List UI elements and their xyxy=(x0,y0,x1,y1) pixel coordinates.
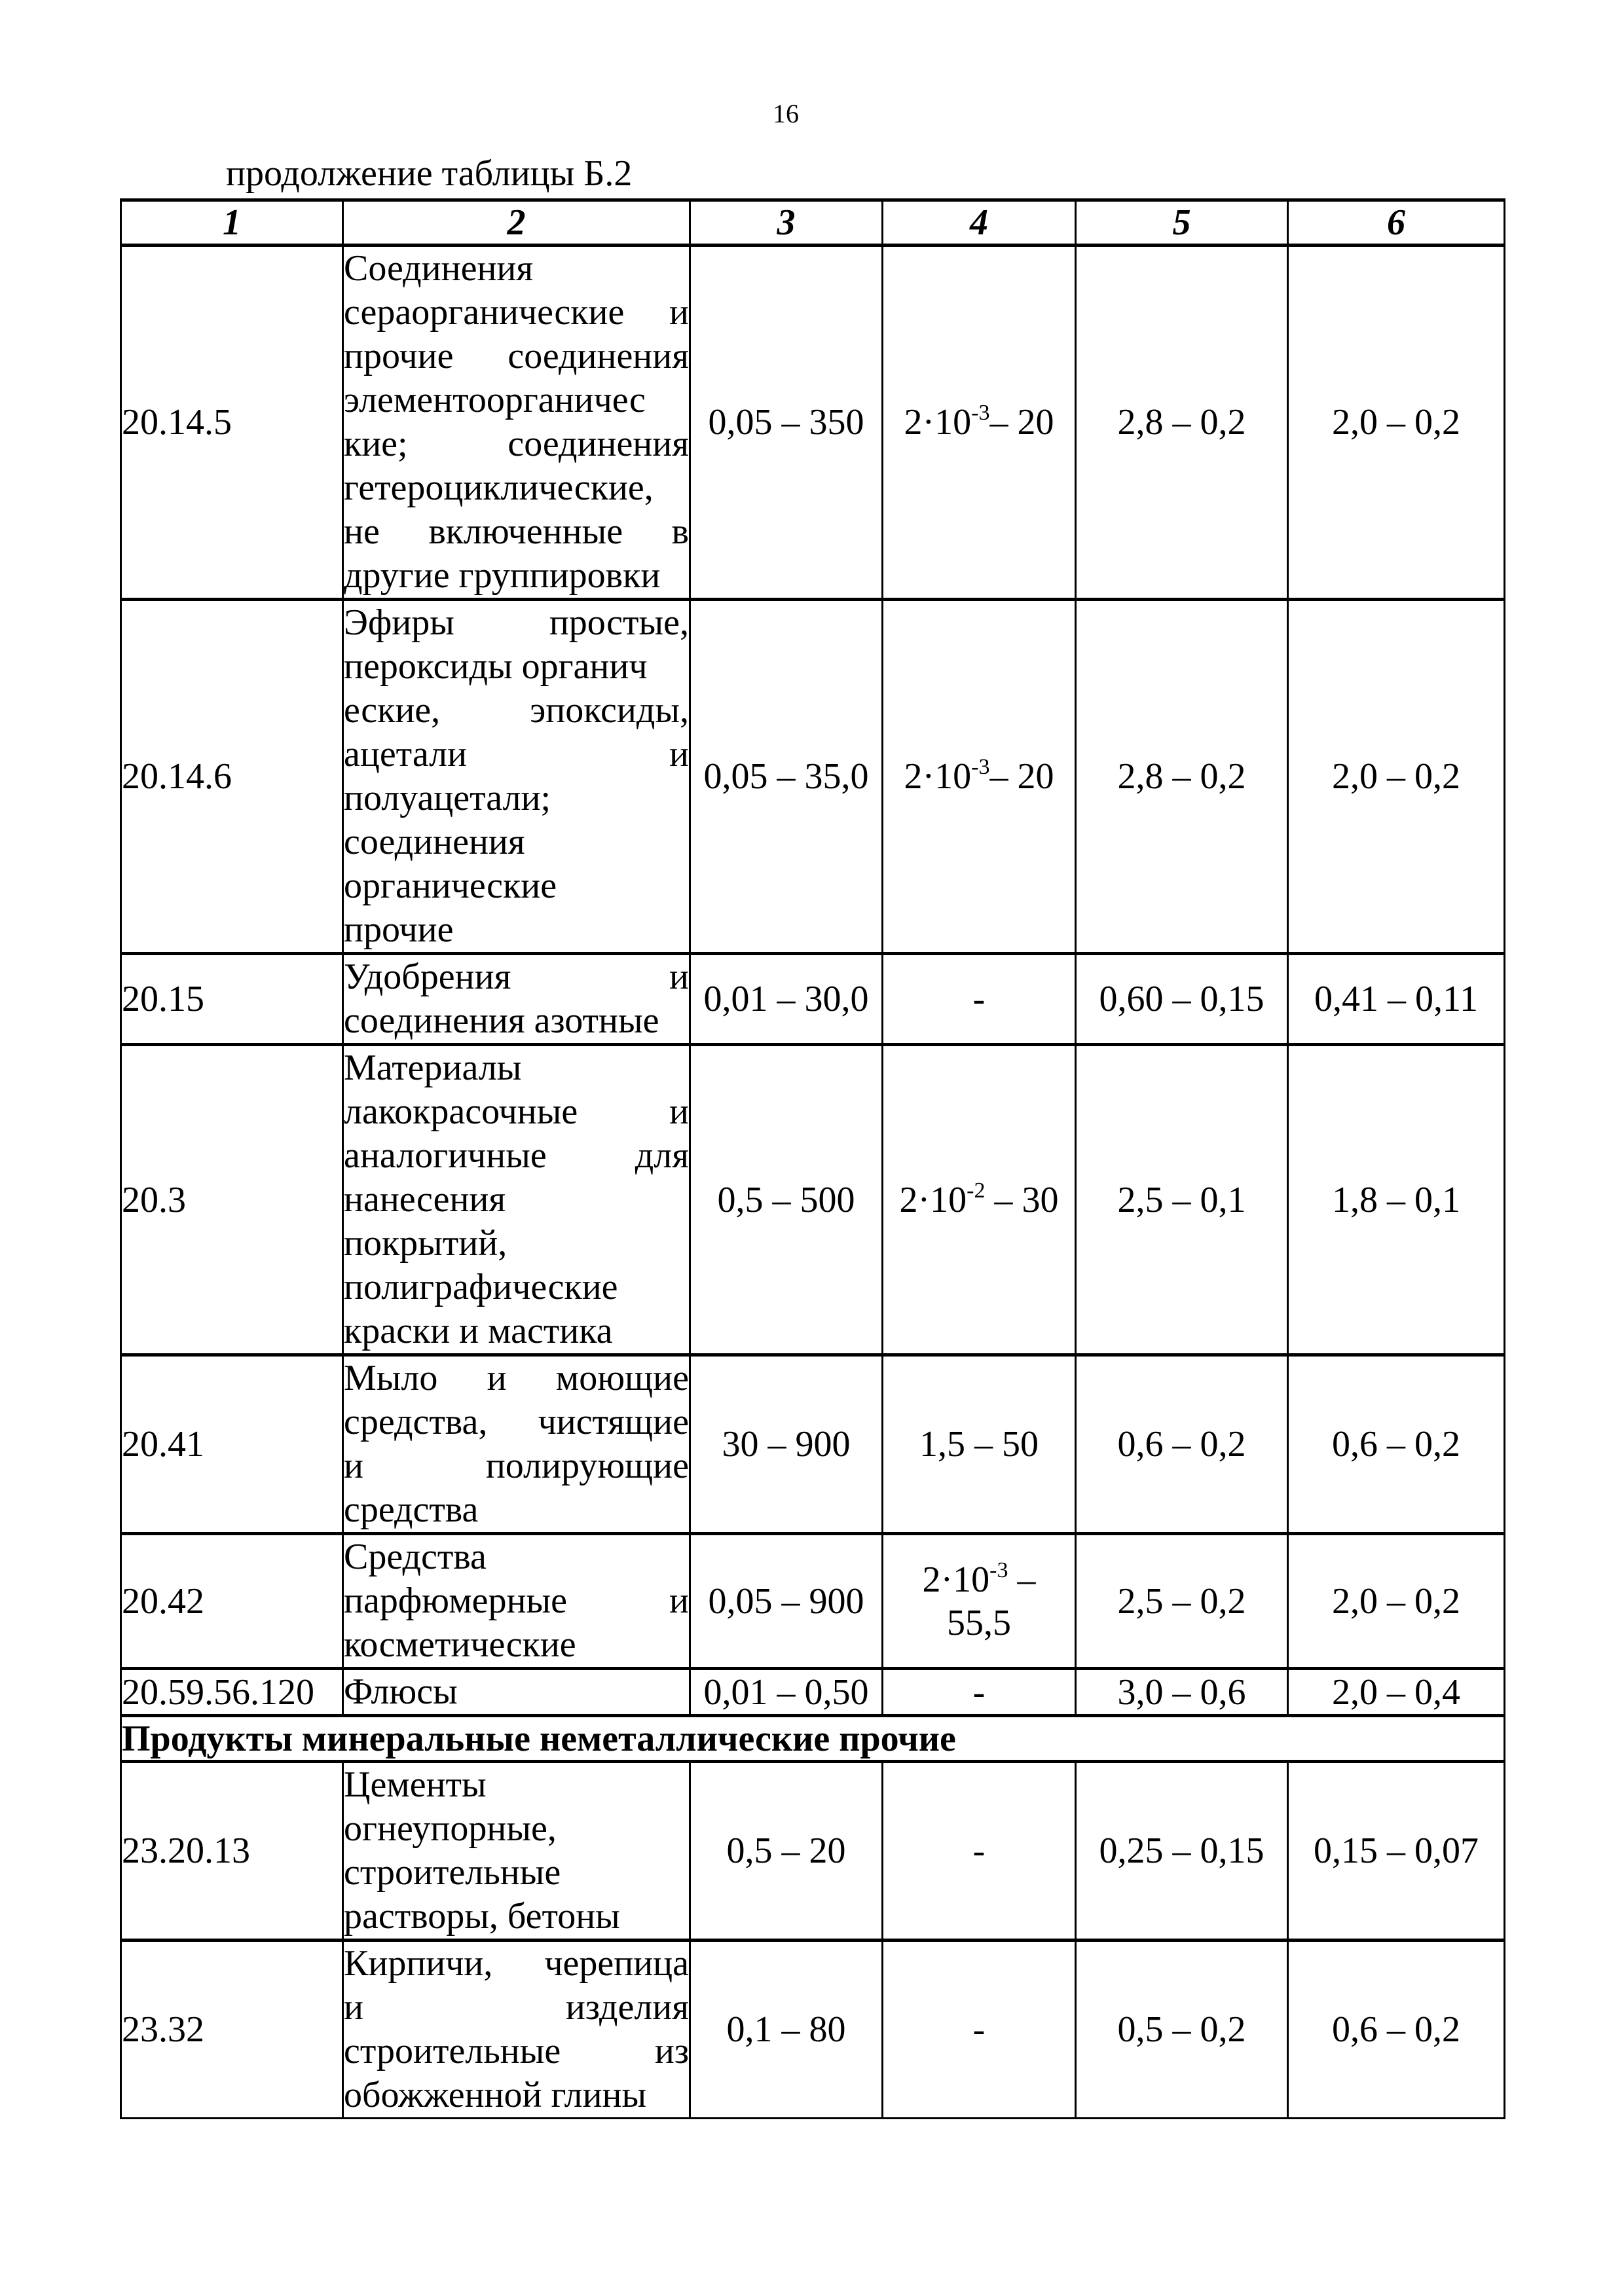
name-line: Мыло и моющие xyxy=(344,1358,689,1398)
name-line: растворы, бетоны xyxy=(344,1896,620,1937)
col4-cell: - xyxy=(883,1941,1076,2119)
code-cell: 23.20.13 xyxy=(121,1762,343,1941)
col6-cell: 2,0 – 0,2 xyxy=(1288,246,1505,600)
name-line: Флюсы xyxy=(344,1671,458,1712)
name-line: Удобрения и xyxy=(344,957,689,997)
col6-cell: 2,0 – 0,4 xyxy=(1288,1669,1505,1716)
table-row xyxy=(121,246,1505,600)
col4-cell: - xyxy=(883,1762,1076,1941)
header-col-3: 3 xyxy=(690,200,883,246)
name-line: еские, эпоксиды, xyxy=(344,690,689,731)
name-cell xyxy=(343,1534,690,1669)
header-col-6: 6 xyxy=(1288,200,1505,246)
code-cell: 20.15 xyxy=(121,954,343,1045)
col5-cell: 2,5 – 0,2 xyxy=(1076,1534,1288,1669)
col3-cell: 0,01 – 30,0 xyxy=(690,954,883,1045)
code-cell: 20.14.6 xyxy=(121,600,343,954)
col4-cell: 1,5 – 50 xyxy=(883,1355,1076,1534)
col4-cell: $2\cdot 10^{-3}$ – 55,5 xyxy=(883,1534,1076,1669)
name-line: кие; соединения xyxy=(344,424,689,464)
name-line: краски и мастика xyxy=(344,1311,613,1351)
col3-cell: 30 – 900 xyxy=(690,1355,883,1534)
name-cell xyxy=(343,1669,690,1716)
name-cell xyxy=(343,1045,690,1355)
section-row xyxy=(121,1716,1505,1762)
name-line: строительные из xyxy=(344,2031,689,2071)
name-line: обожженной глины xyxy=(344,2075,647,2115)
col3-cell: 0,5 – 500 xyxy=(690,1045,883,1355)
name-line: прочие xyxy=(344,909,454,950)
name-line: органические xyxy=(344,866,557,906)
name-line: соединения азотные xyxy=(344,1000,659,1041)
col4-cell: $2\cdot 10^{-3}-$ 20 xyxy=(883,246,1076,600)
header-row xyxy=(121,200,1505,246)
col5-cell: 2,8 – 0,2 xyxy=(1076,246,1288,600)
col5-cell: 3,0 – 0,6 xyxy=(1076,1669,1288,1716)
table-caption: продолжение таблицы Б.2 xyxy=(226,153,633,194)
page-number: 16 xyxy=(773,99,799,128)
name-line: другие группировки xyxy=(344,555,661,596)
table-row xyxy=(121,1941,1505,2119)
name-cell xyxy=(343,246,690,600)
header-col-1: 1 xyxy=(121,200,343,246)
col4-cell: $2\cdot 10^{-2} - 30$ xyxy=(883,1045,1076,1355)
name-line: средства, чистящие xyxy=(344,1402,689,1442)
col5-cell: 2,5 – 0,1 xyxy=(1076,1045,1288,1355)
name-line: сераорганические и xyxy=(344,292,689,333)
header-col-2: 2 xyxy=(343,200,690,246)
name-line: Эфиры простые, xyxy=(344,602,689,643)
name-line: огнеупорные, xyxy=(344,1808,557,1849)
name-cell xyxy=(343,1355,690,1534)
col5-cell: 0,6 – 0,2 xyxy=(1076,1355,1288,1534)
col5-cell: 0,60 – 0,15 xyxy=(1076,954,1288,1045)
name-line: соединения xyxy=(344,822,525,862)
code-cell: 20.59.56.120 xyxy=(121,1669,343,1716)
col6-cell: 1,8 – 0,1 xyxy=(1288,1045,1505,1355)
name-line: Соединения xyxy=(344,248,534,289)
name-cell xyxy=(343,954,690,1045)
col6-cell: 0,6 – 0,2 xyxy=(1288,1355,1505,1534)
name-line: и изделия xyxy=(344,1987,689,2028)
col3-cell: 0,5 – 20 xyxy=(690,1762,883,1941)
code-cell: 23.32 xyxy=(121,1941,343,2119)
col3-cell: 0,1 – 80 xyxy=(690,1941,883,2119)
col5-cell: 0,25 – 0,15 xyxy=(1076,1762,1288,1941)
table-row xyxy=(121,1045,1505,1355)
col3-cell: 0,05 – 350 xyxy=(690,246,883,600)
col6-cell: 2,0 – 0,2 xyxy=(1288,1534,1505,1669)
table-row xyxy=(121,600,1505,954)
name-line: полуацетали; xyxy=(344,778,551,818)
col3-cell: 0,05 – 900 xyxy=(690,1534,883,1669)
name-line: средства xyxy=(344,1489,479,1530)
name-line: Цементы xyxy=(344,1764,487,1805)
table-row xyxy=(121,1762,1505,1941)
name-line: аналогичные для xyxy=(344,1135,689,1176)
col6-cell: 0,41 – 0,11 xyxy=(1288,954,1505,1045)
name-line: прочие соединения xyxy=(344,336,689,376)
name-line: косметические xyxy=(344,1624,576,1665)
code-cell: 20.41 xyxy=(121,1355,343,1534)
name-line: строительные xyxy=(344,1852,561,1893)
col4-cell: - xyxy=(883,1669,1076,1716)
code-cell: 20.3 xyxy=(121,1045,343,1355)
name-line: парфюмерные и xyxy=(344,1580,689,1621)
code-cell: 20.14.5 xyxy=(121,246,343,600)
name-line: Средства xyxy=(344,1537,487,1577)
col5-cell: 0,5 – 0,2 xyxy=(1076,1941,1288,2119)
table-row xyxy=(121,1669,1505,1716)
name-line: покрытий, xyxy=(344,1223,507,1264)
name-line: ацетали и xyxy=(344,734,689,774)
table-row xyxy=(121,1355,1505,1534)
col6-cell: 0,15 – 0,07 xyxy=(1288,1762,1505,1941)
name-line: не включенные в xyxy=(344,511,689,552)
name-line: нанесения xyxy=(344,1179,506,1220)
col6-cell: 2,0 – 0,2 xyxy=(1288,600,1505,954)
name-line: и полирующие xyxy=(344,1446,689,1486)
table-row xyxy=(121,1534,1505,1669)
col5-cell: 2,8 – 0,2 xyxy=(1076,600,1288,954)
name-cell xyxy=(343,1762,690,1941)
name-line: элементоорганичес xyxy=(344,380,646,420)
name-line: гетероциклические, xyxy=(344,467,654,508)
header-col-5: 5 xyxy=(1076,200,1288,246)
name-line: пероксиды органич xyxy=(344,646,648,687)
header-col-4: 4 xyxy=(883,200,1076,246)
name-cell xyxy=(343,1941,690,2119)
name-line: Материалы xyxy=(344,1048,522,1088)
col4-cell: $2\cdot 10^{-3}-$ 20 xyxy=(883,600,1076,954)
col3-cell: 0,05 – 35,0 xyxy=(690,600,883,954)
col4-cell: - xyxy=(883,954,1076,1045)
name-line: полиграфические xyxy=(344,1267,618,1307)
code-cell: 20.42 xyxy=(121,1534,343,1669)
col6-cell: 0,6 – 0,2 xyxy=(1288,1941,1505,2119)
name-line: Кирпичи, черепица xyxy=(344,1943,689,1984)
name-line: лакокрасочные и xyxy=(344,1091,689,1132)
col3-cell: 0,01 – 0,50 xyxy=(690,1669,883,1716)
name-cell xyxy=(343,600,690,954)
table-row xyxy=(121,954,1505,1045)
data-table xyxy=(120,198,1505,2119)
section-title: Продукты минеральные неметаллические прочие xyxy=(121,1716,1505,1762)
